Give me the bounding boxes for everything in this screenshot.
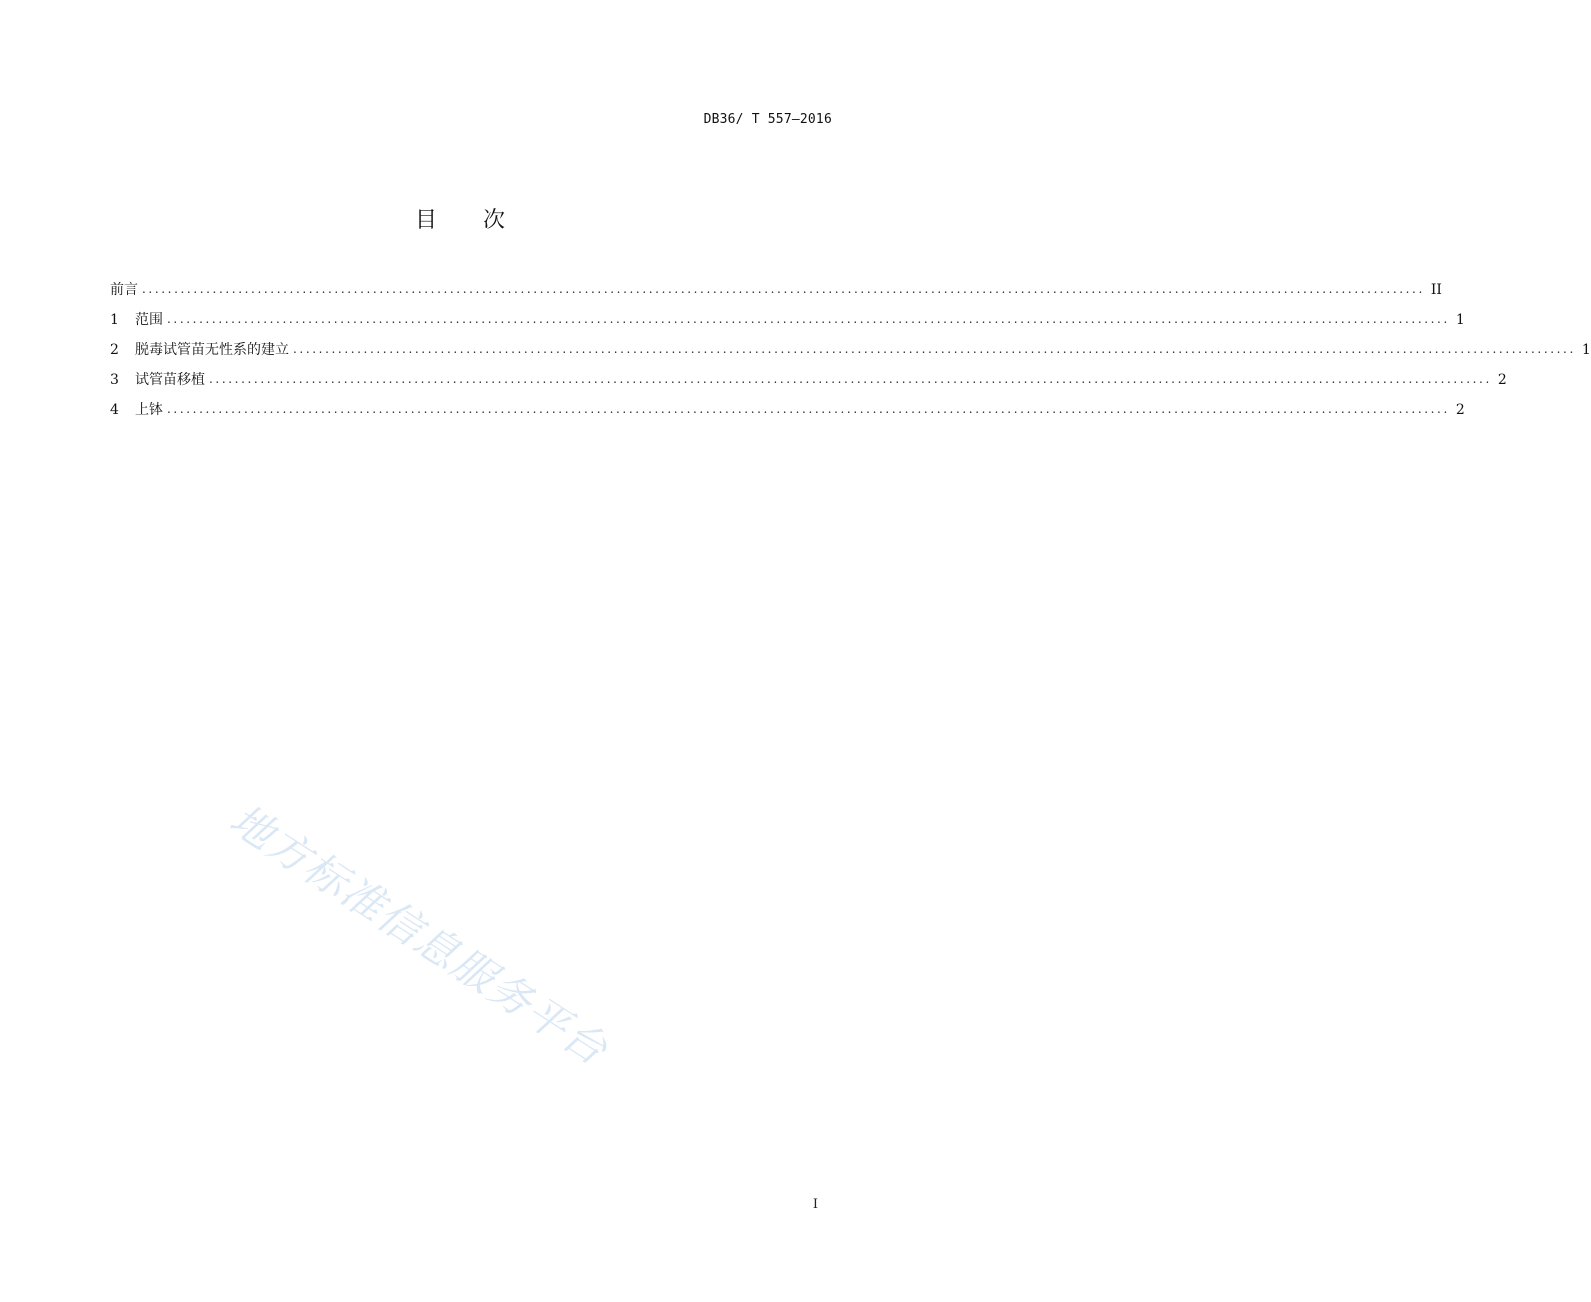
toc-entry-number: 3 bbox=[110, 372, 119, 388]
document-code: DB36/ T 557—2016 bbox=[703, 112, 832, 127]
toc-entry-page: 2 bbox=[1455, 402, 1465, 418]
toc-leader-dots: ........................................................................................................................................................................................................ bbox=[209, 372, 1492, 386]
watermark-text: 地方标准信息服务平台 bbox=[221, 794, 618, 1076]
toc-leader-dots: ........................................................................................................................................................................................................ bbox=[142, 282, 1425, 296]
toc-title-char-2: 次 bbox=[483, 208, 506, 233]
toc-leader-dots: ........................................................................................................................................................................................................ bbox=[167, 402, 1450, 416]
toc-entry-page: 1 bbox=[1581, 342, 1591, 358]
toc-title bbox=[0, 203, 920, 234]
toc-entry-clone-establishment[interactable] bbox=[110, 339, 1591, 369]
toc-entry-page: 2 bbox=[1497, 372, 1507, 388]
toc-leader-dots: ........................................................................................................................................................................................................ bbox=[293, 342, 1576, 356]
toc-entry-page: 1 bbox=[1455, 312, 1465, 328]
toc-entry-label: 脱毒试管苗无性系的建立 bbox=[135, 342, 289, 358]
toc-entry-label: 上钵 bbox=[135, 402, 163, 418]
toc-entry-foreword[interactable] bbox=[110, 279, 1442, 309]
toc-entry-transplanting[interactable] bbox=[110, 369, 1507, 399]
toc-entry-page: II bbox=[1430, 282, 1442, 298]
toc-entry-number: 4 bbox=[110, 402, 119, 418]
toc-entry-label: 试管苗移植 bbox=[135, 372, 205, 388]
toc-entry-label: 范围 bbox=[135, 312, 163, 328]
page-number: I bbox=[812, 1197, 818, 1212]
toc-leader-dots: ........................................................................................................................................................................................................ bbox=[167, 312, 1450, 326]
toc-entry-number: 1 bbox=[110, 312, 119, 328]
table-of-contents bbox=[110, 279, 1591, 429]
toc-title-char-1: 目 bbox=[414, 208, 437, 233]
toc-entry-potting[interactable] bbox=[110, 399, 1465, 429]
toc-entry-number: 2 bbox=[110, 342, 119, 358]
toc-entry-label: 前言 bbox=[110, 282, 138, 298]
toc-entry-scope[interactable] bbox=[110, 309, 1465, 339]
